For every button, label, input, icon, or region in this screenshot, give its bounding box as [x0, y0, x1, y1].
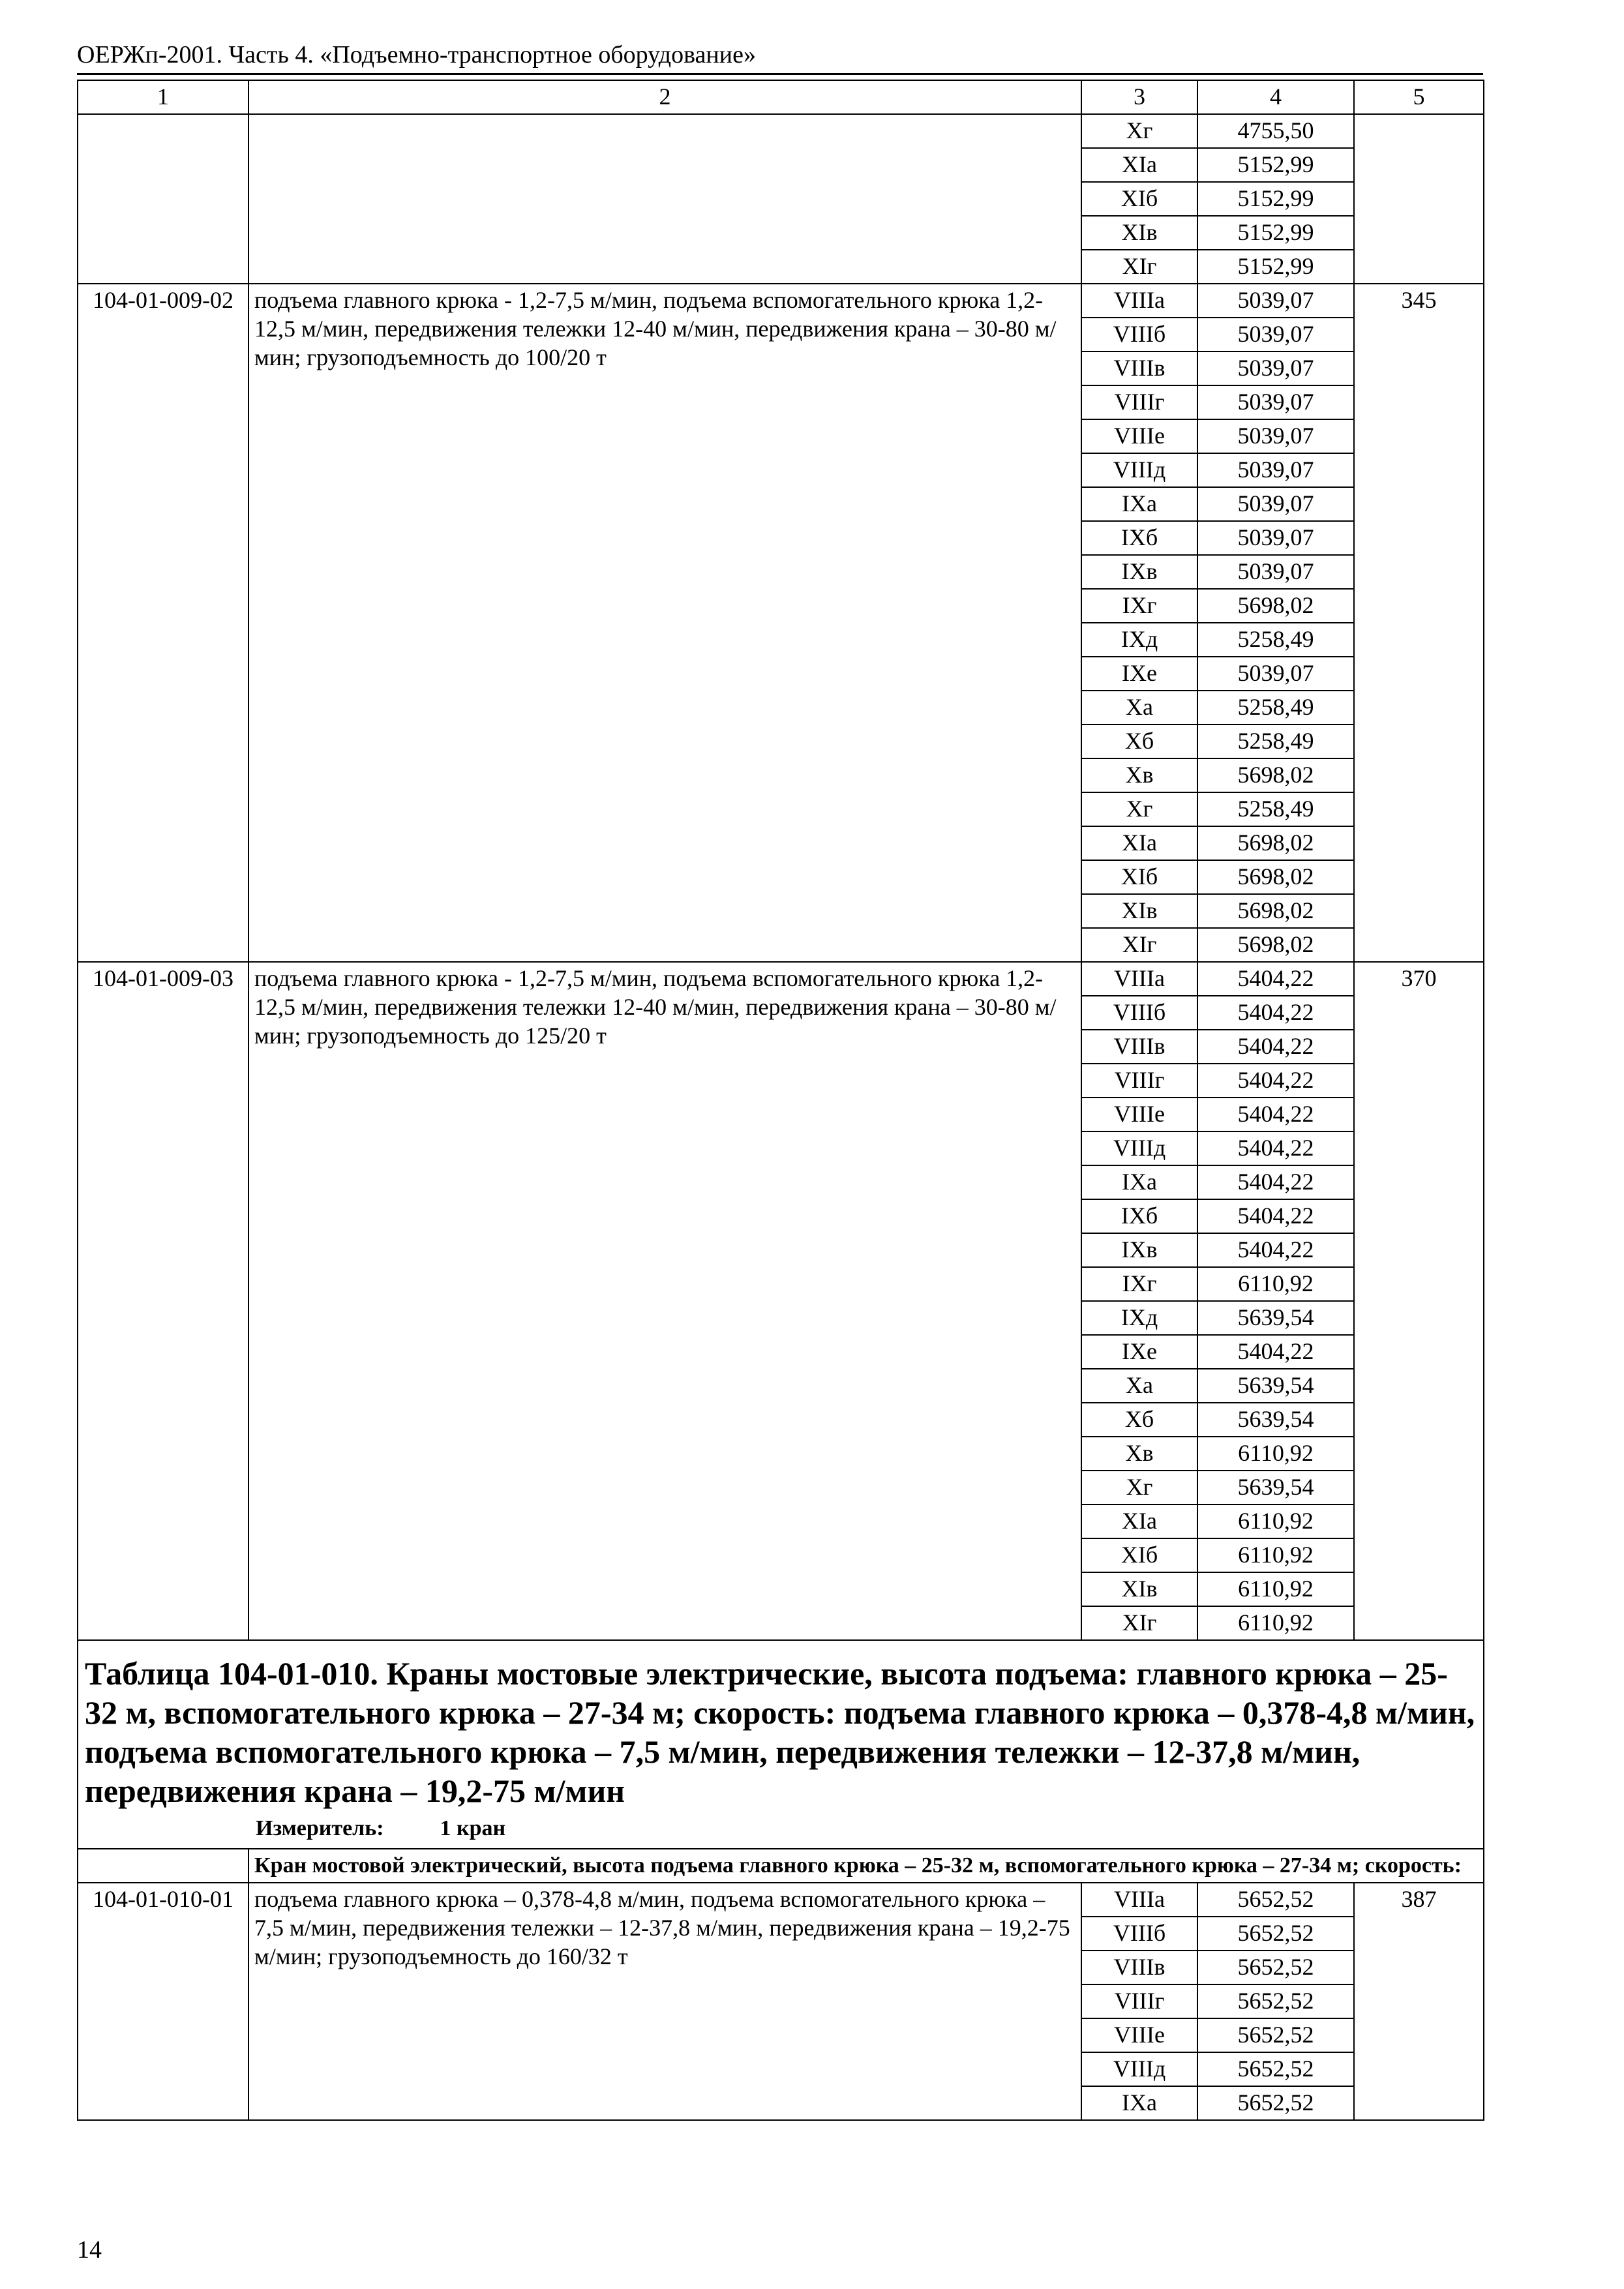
price-value: 5039,07: [1197, 318, 1354, 352]
zone-code: XIг: [1081, 928, 1197, 962]
zone-code: VIIIа: [1081, 284, 1197, 318]
price-value: 5039,07: [1197, 419, 1354, 453]
zone-code: VIIIв: [1081, 1951, 1197, 1984]
column-header: 4: [1197, 80, 1354, 114]
price-value: 5652,52: [1197, 1917, 1354, 1951]
zone-code: VIIIв: [1081, 352, 1197, 385]
zone-code: XIа: [1081, 826, 1197, 860]
item-description: подъема главного крюка - 1,2-7,5 м/мин, подъема вспомогательного крюка 1,2-12,5 м/мин, передвижения тележки 12-40 м/мин, передвижения крана – 30-80 м/мин; грузоподъемность до 125/20 т: [248, 962, 1081, 1640]
price-value: 5039,07: [1197, 352, 1354, 385]
zone-code: IXв: [1081, 555, 1197, 589]
zone-code: Xб: [1081, 1403, 1197, 1437]
price-value: 5039,07: [1197, 385, 1354, 419]
price-value: 5152,99: [1197, 148, 1354, 182]
price-value: 5639,54: [1197, 1301, 1354, 1335]
table-title-text: Таблица 104-01-010. Краны мостовые электрические, высота подъема: главного крюка – 25-32 м, вспомогательного крюка – 27-34 м; скорость: подъема главного крюка – 0,378-4,8 м/мин, подъема вспомогательного крюка – 7,5 м/мин, передвижения тележки – 12-37,8 м/мин, передвижения крана – 19,2-75 м/мин: [85, 1655, 1475, 1809]
price-value: 5404,22: [1197, 996, 1354, 1030]
price-value: 5639,54: [1197, 1369, 1354, 1403]
zone-code: VIIIе: [1081, 419, 1197, 453]
zone-code: VIIIд: [1081, 2052, 1197, 2086]
zone-code: XIг: [1081, 1606, 1197, 1640]
zone-code: XIб: [1081, 182, 1197, 216]
zone-code: Xб: [1081, 725, 1197, 758]
price-value: 5039,07: [1197, 521, 1354, 555]
zone-code: Xв: [1081, 758, 1197, 792]
price-value: 5639,54: [1197, 1403, 1354, 1437]
zone-code: VIIIе: [1081, 1098, 1197, 1131]
workload-value: 387: [1354, 1883, 1484, 2120]
header-rule: [77, 73, 1483, 75]
price-value: 5652,52: [1197, 2086, 1354, 2120]
price-value: 5039,07: [1197, 284, 1354, 318]
price-value: 5698,02: [1197, 928, 1354, 962]
price-value: 5039,07: [1197, 453, 1354, 487]
zone-code: Xг: [1081, 1471, 1197, 1504]
table-row: [78, 284, 1484, 318]
price-value: 6110,92: [1197, 1267, 1354, 1301]
column-header: 2: [248, 80, 1081, 114]
price-value: 5698,02: [1197, 589, 1354, 623]
price-value: 5652,52: [1197, 1984, 1354, 2018]
measure-line: [85, 1810, 1477, 1843]
zone-code: Xг: [1081, 792, 1197, 826]
price-value: 5404,22: [1197, 1131, 1354, 1165]
price-value: 5652,52: [1197, 1951, 1354, 1984]
zone-code: VIIIг: [1081, 1064, 1197, 1098]
price-value: 6110,92: [1197, 1504, 1354, 1538]
zone-code: Xв: [1081, 1437, 1197, 1471]
table-title-row: [78, 1640, 1484, 1849]
zone-code: Xа: [1081, 1369, 1197, 1403]
zone-code: IXг: [1081, 1267, 1197, 1301]
zone-code: VIIIд: [1081, 1131, 1197, 1165]
price-value: 6110,92: [1197, 1437, 1354, 1471]
price-value: 5404,22: [1197, 1233, 1354, 1267]
page-header: ОЕРЖп-2001. Часть 4. «Подъемно-транспортное оборудование»: [77, 41, 756, 68]
workload-value: 370: [1354, 962, 1484, 1640]
zone-code: IXд: [1081, 1301, 1197, 1335]
price-value: 5652,52: [1197, 2018, 1354, 2052]
zone-code: IXа: [1081, 1165, 1197, 1199]
zone-code: IXб: [1081, 521, 1197, 555]
zone-code: XIв: [1081, 1572, 1197, 1606]
price-value: 5039,07: [1197, 657, 1354, 691]
price-value: 5639,54: [1197, 1471, 1354, 1504]
measure-label: Измеритель:: [256, 1816, 384, 1840]
price-value: 5258,49: [1197, 691, 1354, 725]
column-header-row: [78, 80, 1484, 114]
item-description: подъема главного крюка - 1,2-7,5 м/мин, подъема вспомогательного крюка 1,2-12,5 м/мин, передвижения тележки 12-40 м/мин, передвижения крана – 30-80 м/мин; грузоподъемность до 100/20 т: [248, 284, 1081, 962]
zone-code: XIб: [1081, 860, 1197, 894]
price-value: 5652,52: [1197, 2052, 1354, 2086]
zone-code: VIIIг: [1081, 1984, 1197, 2018]
item-description: подъема главного крюка – 0,378-4,8 м/мин, подъема вспомогательного крюка – 7,5 м/мин, передвижения тележки – 12-37,8 м/мин, передвижения крана – 19,2-75 м/мин; грузоподъемность до 160/32 т: [248, 1883, 1081, 2120]
table-title: [78, 1640, 1484, 1849]
price-value: 5152,99: [1197, 216, 1354, 250]
column-header: 5: [1354, 80, 1484, 114]
zone-code: IXб: [1081, 1199, 1197, 1233]
zone-code: Xа: [1081, 691, 1197, 725]
price-value: 5039,07: [1197, 555, 1354, 589]
zone-code: VIIIв: [1081, 1030, 1197, 1064]
column-header: 1: [78, 80, 248, 114]
price-value: 4755,50: [1197, 114, 1354, 148]
item-code: 104-01-009-03: [78, 962, 248, 1640]
zone-code: IXа: [1081, 2086, 1197, 2120]
zone-code: XIг: [1081, 250, 1197, 284]
price-value: 5404,22: [1197, 1335, 1354, 1369]
workload-value: [1354, 114, 1484, 284]
item-code: 104-01-010-01: [78, 1883, 248, 2120]
price-value: 6110,92: [1197, 1606, 1354, 1640]
price-value: 5258,49: [1197, 623, 1354, 657]
price-value: 5698,02: [1197, 894, 1354, 928]
price-value: 5404,22: [1197, 1165, 1354, 1199]
table-row: [78, 962, 1484, 996]
zone-code: IXд: [1081, 623, 1197, 657]
column-header: 3: [1081, 80, 1197, 114]
price-value: 5258,49: [1197, 725, 1354, 758]
price-value: 5698,02: [1197, 826, 1354, 860]
price-value: 5258,49: [1197, 792, 1354, 826]
zone-code: XIа: [1081, 1504, 1197, 1538]
price-value: 6110,92: [1197, 1572, 1354, 1606]
item-code: [78, 114, 248, 284]
price-value: 5039,07: [1197, 487, 1354, 521]
table-row: [78, 1883, 1484, 1917]
zone-code: IXв: [1081, 1233, 1197, 1267]
price-value: 5698,02: [1197, 758, 1354, 792]
zone-code: VIIIб: [1081, 996, 1197, 1030]
price-value: 5698,02: [1197, 860, 1354, 894]
zone-code: VIIIб: [1081, 1917, 1197, 1951]
item-code: 104-01-009-02: [78, 284, 248, 962]
zone-code: XIа: [1081, 148, 1197, 182]
price-table: [77, 80, 1484, 2121]
price-value: 5404,22: [1197, 1098, 1354, 1131]
zone-code: IXг: [1081, 589, 1197, 623]
price-value: 5404,22: [1197, 962, 1354, 996]
price-value: 5152,99: [1197, 182, 1354, 216]
price-value: 5404,22: [1197, 1199, 1354, 1233]
price-value: 6110,92: [1197, 1538, 1354, 1572]
zone-code: VIIIа: [1081, 1883, 1197, 1917]
zone-code: XIв: [1081, 894, 1197, 928]
zone-code: Xг: [1081, 114, 1197, 148]
table-row: [78, 114, 1484, 148]
subheading: Кран мостовой электрический, высота подъема главного крюка – 25-32 м, вспомогательного крюка – 27-34 м; скорость:: [248, 1849, 1484, 1883]
price-value: 5152,99: [1197, 250, 1354, 284]
measure-value: 1 кран: [440, 1816, 506, 1840]
price-value: 5404,22: [1197, 1030, 1354, 1064]
zone-code: VIIIг: [1081, 385, 1197, 419]
zone-code: XIб: [1081, 1538, 1197, 1572]
workload-value: 345: [1354, 284, 1484, 962]
zone-code: IXе: [1081, 1335, 1197, 1369]
zone-code: VIIIе: [1081, 2018, 1197, 2052]
zone-code: IXа: [1081, 487, 1197, 521]
page-number: 14: [77, 2236, 102, 2264]
zone-code: XIв: [1081, 216, 1197, 250]
zone-code: VIIIа: [1081, 962, 1197, 996]
empty-cell: [78, 1849, 248, 1883]
zone-code: IXе: [1081, 657, 1197, 691]
price-value: 5404,22: [1197, 1064, 1354, 1098]
item-description: [248, 114, 1081, 284]
subheading-row: [78, 1849, 1484, 1883]
zone-code: VIIIд: [1081, 453, 1197, 487]
zone-code: VIIIб: [1081, 318, 1197, 352]
price-value: 5652,52: [1197, 1883, 1354, 1917]
